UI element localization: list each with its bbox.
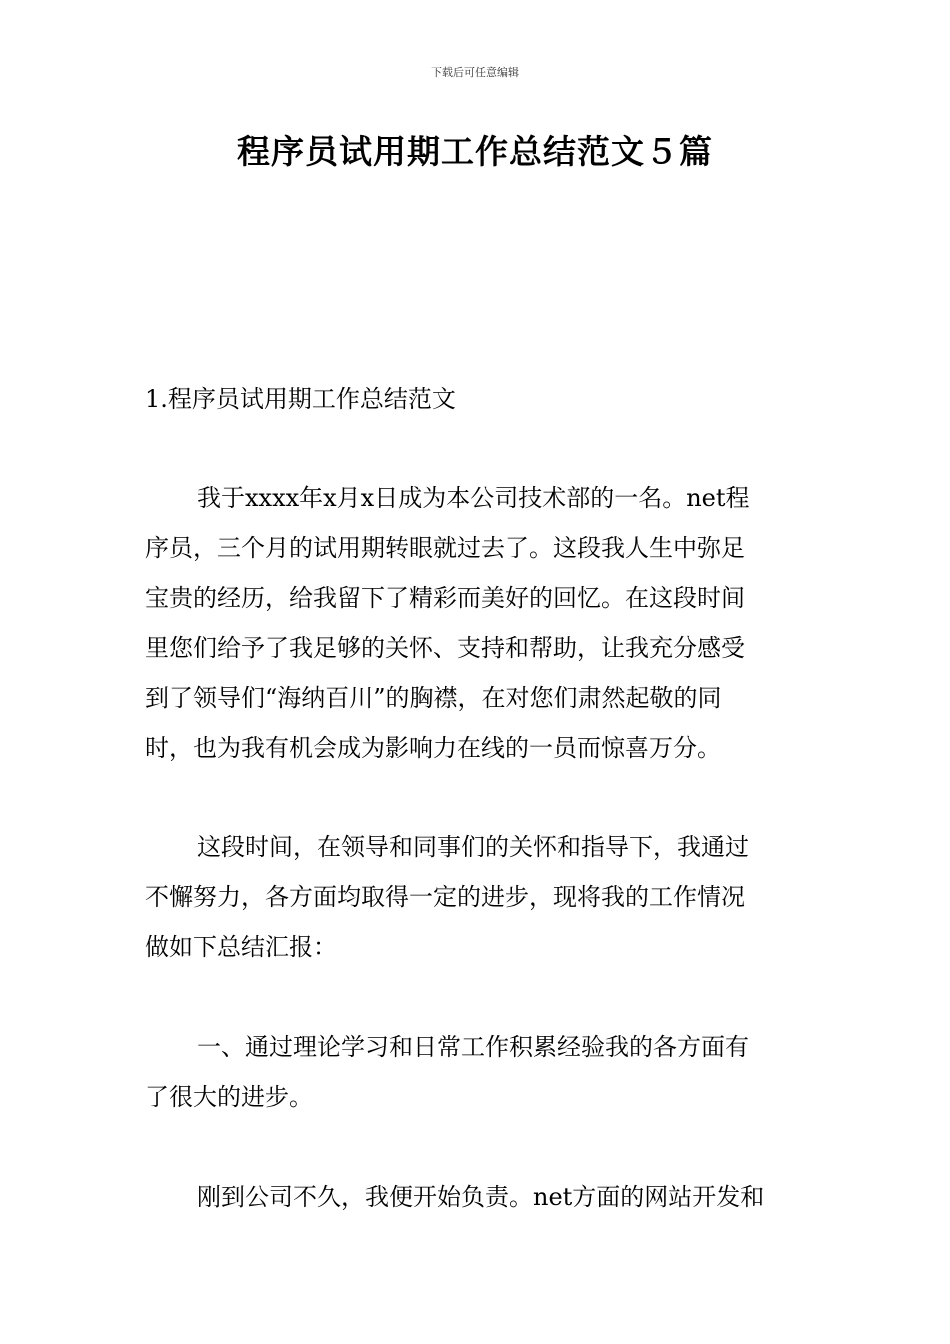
- header-note: 下载后可任意编辑: [431, 66, 519, 79]
- paragraph-line: 一、通过理论学习和日常工作积累经验我的各方面有: [197, 1033, 749, 1061]
- paragraph-line: 了很大的进步。: [145, 1083, 313, 1111]
- paragraph-line: 宝贵的经历，给我留下了精彩而美好的回忆。在这段时间: [145, 584, 745, 612]
- paragraph-line: 序员，三个月的试用期转眼就过去了。这段我人生中弥足: [145, 534, 745, 562]
- paragraph-line: 里您们给予了我足够的关怀、支持和帮助，让我充分感受: [145, 634, 745, 662]
- paragraph-line: 到了领导们“海纳百川”的胸襟，在对您们肃然起敬的同: [145, 684, 722, 712]
- document-title: 程序员试用期工作总结范文５篇: [237, 132, 713, 171]
- paragraph-line: 这段时间，在领导和同事们的关怀和指导下，我通过: [197, 833, 749, 861]
- paragraph-point-one: [145, 1022, 805, 1122]
- section-heading: 1.程序员试用期工作总结范文: [145, 385, 456, 413]
- paragraph-line: 刚到公司不久，我便开始负责。net方面的网站开发和: [197, 1183, 765, 1211]
- paragraph-work: [145, 1172, 805, 1222]
- paragraph-line: 做如下总结汇报：: [145, 933, 337, 961]
- paragraph-line: 我于xxxx年x月x日成为本公司技术部的一名。net程: [197, 484, 750, 512]
- paragraph-progress: [145, 822, 805, 972]
- paragraph-line: 不懈努力，各方面均取得一定的进步，现将我的工作情况: [145, 883, 745, 911]
- paragraph-intro: [145, 473, 805, 773]
- paragraph-line: 时，也为我有机会成为影响力在线的一员而惊喜万分。: [145, 734, 721, 762]
